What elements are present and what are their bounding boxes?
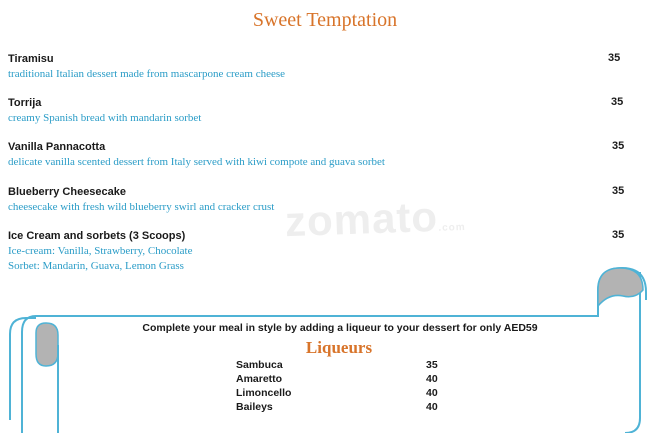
watermark-suffix: .com (438, 221, 466, 234)
liqueur-name: Baileys (236, 401, 273, 413)
liqueurs-title: Liqueurs (305, 338, 373, 357)
item-price: 35 (608, 52, 621, 64)
item-name: Tiramisu (8, 53, 54, 65)
item-name: Blueberry Cheesecake (8, 186, 127, 198)
item-description: Ice-cream: Vanilla, Strawberry, Chocolate (8, 245, 193, 257)
liqueur-name: Sambuca (236, 359, 283, 371)
liqueur-row-amaretto (236, 373, 446, 385)
item-price: 35 (611, 96, 624, 108)
liqueur-name: Limoncello (236, 387, 292, 399)
item-description: Sorbet: Mandarin, Guava, Lemon Grass (8, 260, 184, 272)
liqueur-offer-note: Complete your meal in style by adding a liqueur to your dessert for only AED59 (142, 322, 538, 334)
menu-title: Sweet Temptation (252, 9, 398, 31)
liqueur-row-limoncello (236, 387, 446, 399)
liqueur-name: Amaretto (236, 373, 283, 385)
liqueur-row-sambuca (236, 359, 446, 371)
liqueur-row-baileys (236, 401, 446, 413)
item-name: Torrija (8, 97, 42, 109)
item-description: creamy Spanish bread with mandarin sorbet (8, 112, 202, 124)
item-price: 35 (612, 140, 625, 152)
scroll-curl-right (598, 268, 643, 306)
item-price: 35 (612, 185, 625, 197)
liqueur-price: 40 (426, 401, 438, 413)
item-price: 35 (612, 229, 625, 241)
item-description: traditional Italian dessert made from mascarpone cream cheese (8, 68, 286, 80)
liqueur-price: 40 (426, 373, 438, 385)
item-description: delicate vanilla scented dessert from Italy served with kiwi compote and guava sorbet (8, 156, 385, 168)
item-name: Vanilla Pannacotta (8, 141, 106, 153)
item-name: Ice Cream and sorbets (3 Scoops) (8, 230, 186, 242)
liqueur-price: 35 (426, 359, 438, 371)
watermark-text: zomato (284, 192, 439, 246)
liqueur-price: 40 (426, 387, 438, 399)
item-description: cheesecake with fresh wild blueberry swirl and cracker crust (8, 201, 275, 213)
